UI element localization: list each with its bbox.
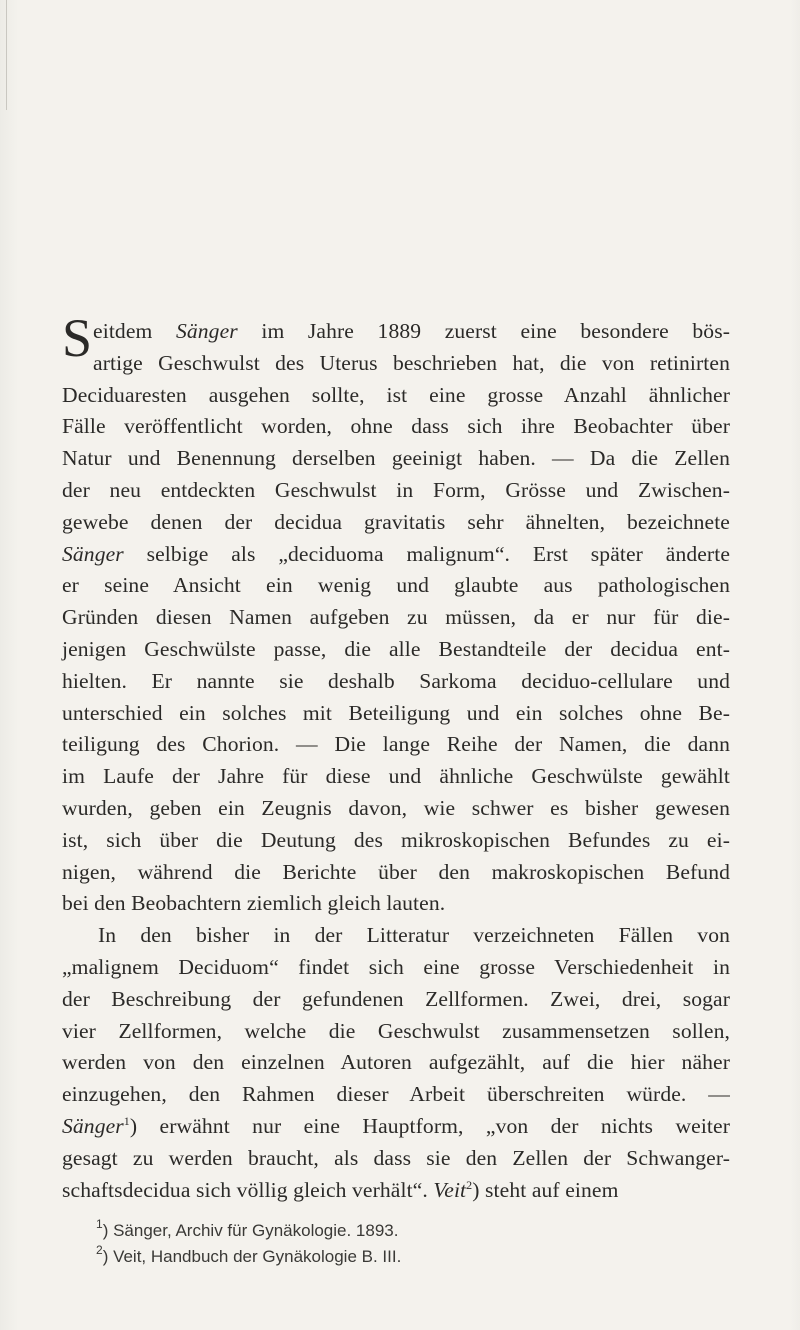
text-run: der Beschreibung der gefundenen Zellformen. Zwei, drei, sogar: [62, 986, 730, 1011]
text-run: ) erwähnt nur eine Hauptform, „von der nichts weiter: [129, 1113, 730, 1138]
text-run: ) steht auf einem: [472, 1177, 619, 1202]
footnote-mark: 2: [96, 1243, 103, 1257]
text-run: ist, sich über die Deutung des mikroskopischen Befundes zu ei-: [62, 827, 730, 852]
text-lines: [62, 308, 730, 1206]
footnote-2: [96, 1244, 656, 1270]
text-run: werden von den einzelnen Autoren aufgezählt, auf die hier näher: [62, 1050, 730, 1075]
text-line: [62, 984, 730, 1016]
text-line: [62, 952, 730, 984]
text-run: Natur und Benennung derselben geeinigt haben. — Da die Zellen: [62, 446, 730, 471]
text-run: im Laufe der Jahre für diese und ähnliche Geschwülste gewählt: [62, 764, 730, 789]
drop-cap: S: [62, 308, 93, 368]
text-run: bei den Beobachtern ziemlich gleich lauten.: [62, 891, 446, 916]
text-run: nigen, während die Berichte über den makroskopischen Befund: [62, 859, 730, 884]
text-line: [62, 888, 730, 920]
footnote-text: ) Sänger, Archiv für Gynäkologie. 1893.: [102, 1221, 399, 1240]
text-line: [62, 729, 730, 761]
footnote-ref: 2: [466, 1177, 473, 1192]
text-run: schaftsdecidua sich völlig gleich verhält“.: [62, 1177, 434, 1202]
text-line: [62, 411, 730, 443]
text-run: unterschied ein solches mit Beteiligung und ein solches ohne Be-: [62, 700, 730, 725]
text-run: der neu entdeckten Geschwulst in Form, Grösse und Zwischen-: [62, 477, 730, 502]
footnote-text: ) Veit, Handbuch der Gynäkologie B. III.: [102, 1247, 402, 1266]
text-line: [62, 857, 730, 889]
text-run: Gründen diesen Namen aufgeben zu müssen, da er nur für die-: [62, 605, 730, 630]
italic-name: Veit: [433, 1177, 467, 1202]
text-run: Deciduaresten ausgehen sollte, ist eine grosse Anzahl ähnlicher: [62, 382, 730, 407]
text-run: Fälle veröffentlicht worden, ohne dass sich ihre Beobachter über: [62, 414, 730, 439]
footnotes: [96, 1218, 656, 1270]
text-line: [62, 1047, 730, 1079]
text-line: [62, 1016, 730, 1048]
text-line: [62, 539, 730, 571]
text-line: [62, 475, 730, 507]
text-line: [62, 634, 730, 666]
text-line: [62, 348, 730, 380]
footnote-ref: 1: [123, 1113, 130, 1128]
footnote-1: [96, 1218, 656, 1244]
text-line: [62, 761, 730, 793]
text-line: [62, 316, 730, 348]
text-line: [62, 570, 730, 602]
text-run: jenigen Geschwülste passe, die alle Bestandteile der decidua ent-: [62, 636, 730, 661]
text-run: vier Zellformen, welche die Geschwulst zusammensetzen sollen,: [62, 1018, 730, 1043]
body-text: [62, 308, 730, 1206]
text-line: [62, 920, 730, 952]
text-run: artige Geschwulst des Uterus beschrieben hat, die von retinirten: [93, 350, 730, 375]
text-run: er seine Ansicht ein wenig und glaubte aus pathologischen: [62, 573, 730, 598]
text-line: [62, 602, 730, 634]
text-line: [62, 825, 730, 857]
text-run: gewebe denen der decidua gravitatis sehr ähnelten, bezeichnete: [62, 509, 730, 534]
text-line: [62, 1175, 730, 1207]
text-run: einzugehen, den Rahmen dieser Arbeit überschreiten würde. —: [62, 1082, 730, 1107]
text-run: teiligung des Chorion. — Die lange Reihe der Namen, die dann: [62, 732, 730, 757]
text-run: hielten. Er nannte sie deshalb Sarkoma deciduo-cellulare und: [62, 668, 730, 693]
text-line: [62, 698, 730, 730]
text-line: [62, 507, 730, 539]
page-edge-line: [6, 0, 7, 110]
text-line: [62, 793, 730, 825]
text-line: [62, 380, 730, 412]
text-run: In den bisher in der Litteratur verzeichneten Fällen von: [98, 923, 730, 948]
text-line: [62, 1111, 730, 1143]
text-line: [62, 1079, 730, 1111]
text-run: eitdem: [93, 319, 176, 343]
text-run: im Jahre 1889 zuerst eine besondere bös-: [237, 319, 730, 343]
italic-name: Sänger: [175, 319, 238, 343]
text-run: gesagt zu werden braucht, als dass sie den Zellen der Schwanger-: [62, 1145, 730, 1170]
text-line: [62, 443, 730, 475]
text-run: selbige als „deciduoma malignum“. Erst später änderte: [123, 541, 730, 566]
text-run: wurden, geben ein Zeugnis davon, wie schwer es bisher gewesen: [62, 795, 730, 820]
text-run: „malignem Deciduom“ findet sich eine grosse Verschiedenheit in: [62, 954, 730, 979]
italic-name: Sänger: [62, 541, 124, 566]
italic-name: Sänger: [62, 1113, 124, 1138]
text-line: [62, 666, 730, 698]
footnote-mark: 1: [96, 1217, 103, 1231]
text-line: [62, 1143, 730, 1175]
